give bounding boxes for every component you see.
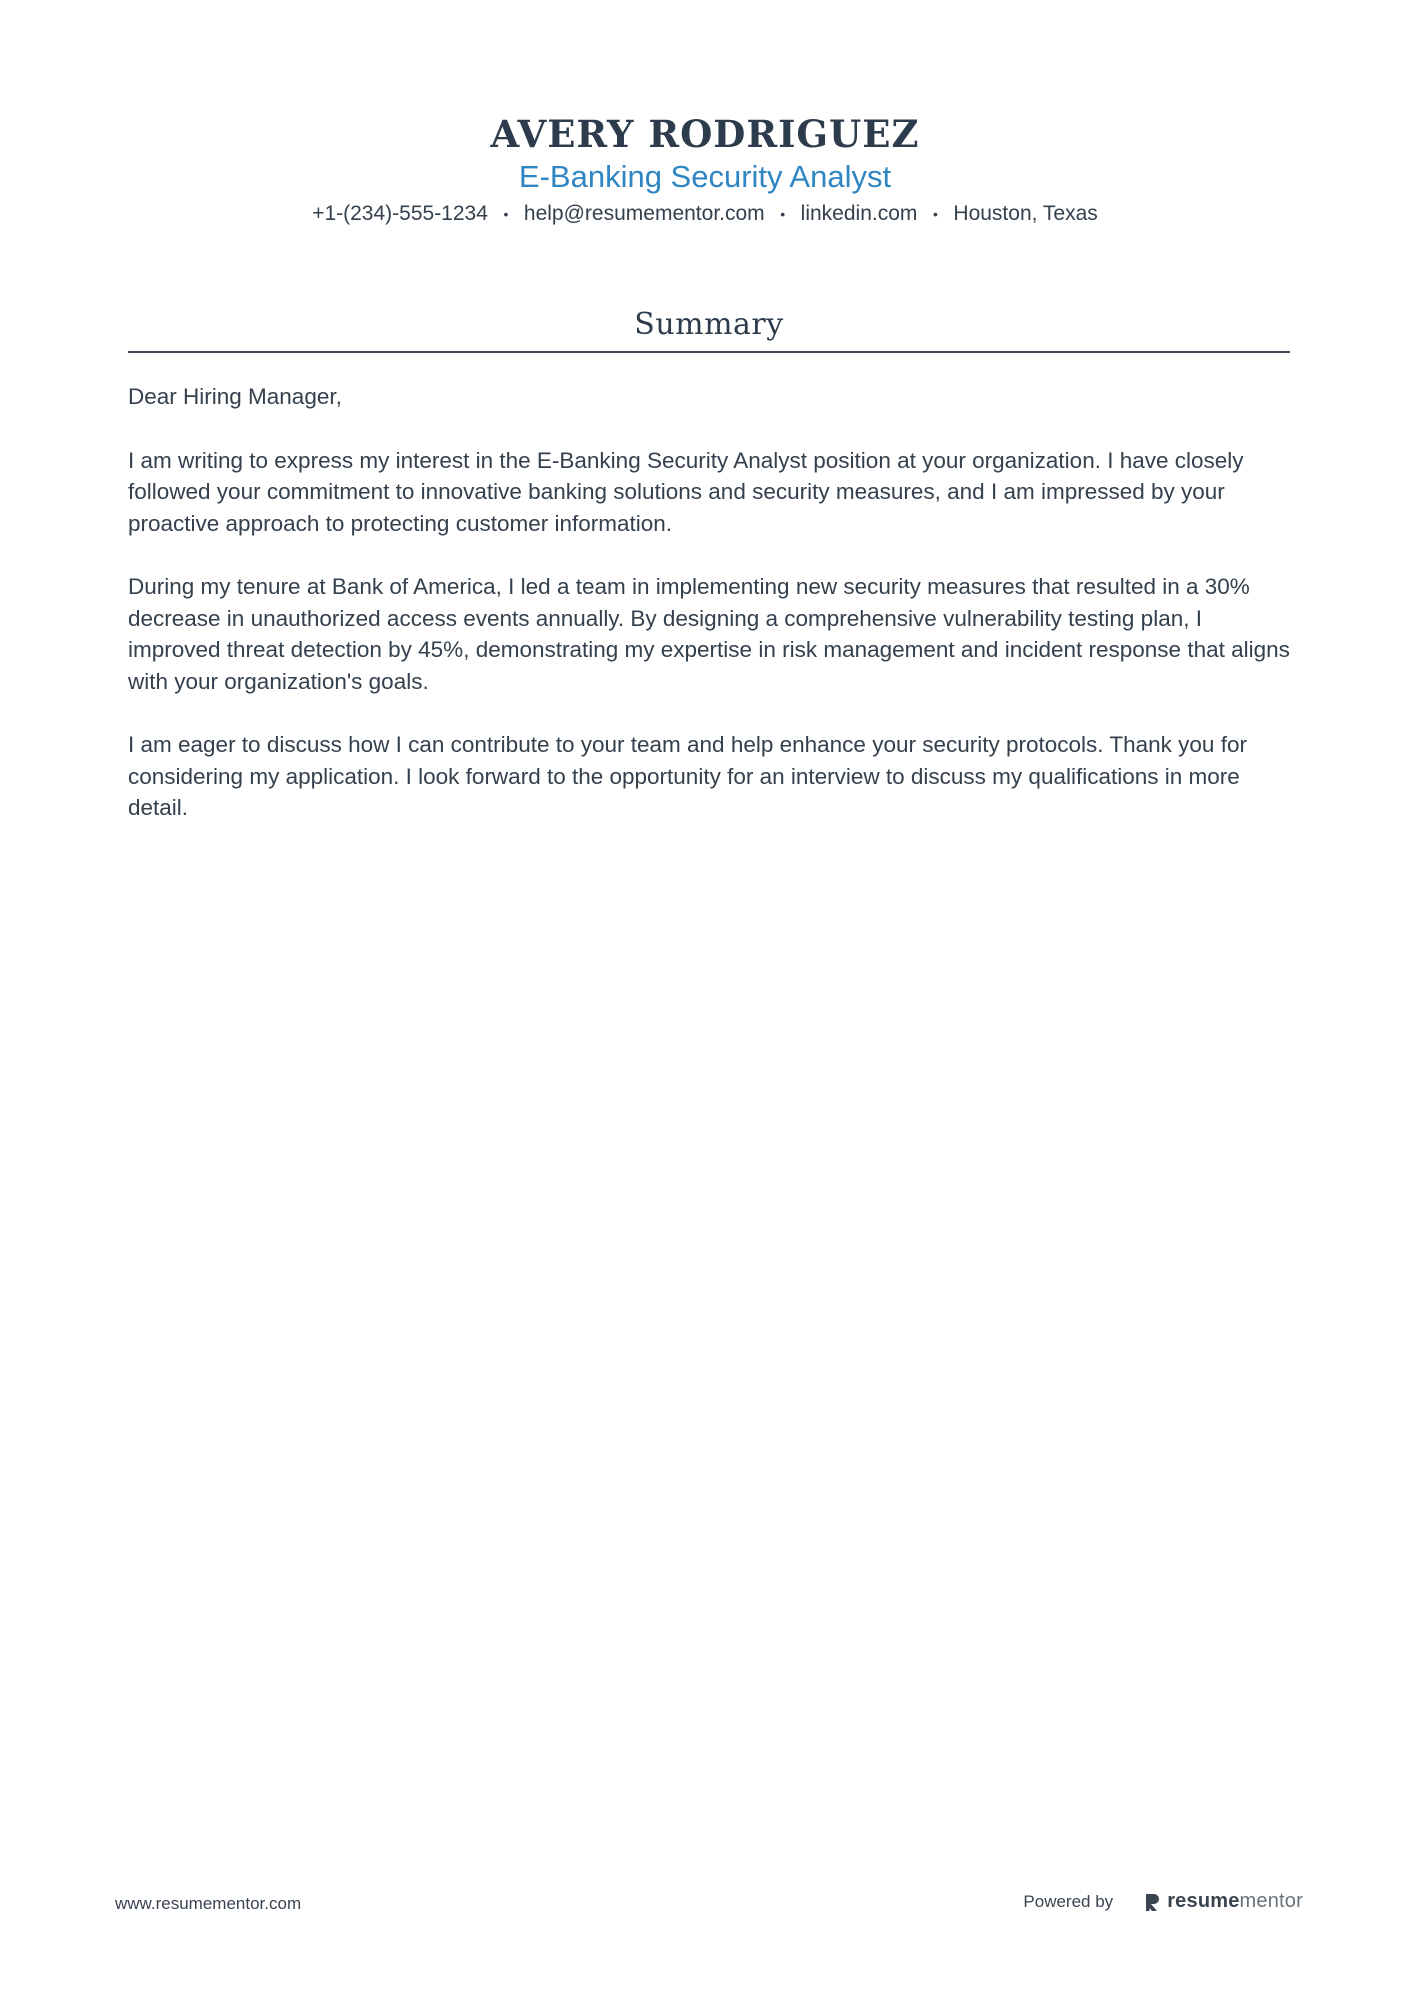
footer-branding xyxy=(1023,1890,1303,1913)
letter-paragraph: During my tenure at Bank of America, I led a team in implementing new security measures that resulted in a 30% decrease in unauthorized access events annually. By designing a comprehensive vulnerability testing plan, I improved threat detection by 45%, demonstrating my expertise in risk management and incident response that aligns with your organization's goals. xyxy=(128,574,1290,694)
resumementor-logo-icon xyxy=(1143,1892,1161,1912)
powered-by-label: Powered by xyxy=(1023,1891,1114,1911)
contact-line xyxy=(0,200,1410,228)
contact-email[interactable]: help@resumementor.com xyxy=(523,202,765,225)
contact-separator: • xyxy=(503,206,509,222)
section-title: Summary xyxy=(634,307,784,342)
contact-location: Houston, Texas xyxy=(953,202,1098,225)
applicant-name: AVERY RODRIGUEZ xyxy=(490,112,920,156)
contact-phone: +1-(234)-555-1234 xyxy=(312,202,488,225)
contact-separator: • xyxy=(932,206,938,222)
footer-website[interactable]: www.resumementor.com xyxy=(115,1894,302,1913)
contact-linkedin[interactable]: linkedin.com xyxy=(800,202,918,225)
summary-section xyxy=(128,305,1290,856)
letter-body xyxy=(128,381,1290,824)
contact-separator: • xyxy=(780,206,786,222)
letter-header xyxy=(0,112,1410,228)
letter-paragraph: I am writing to express my interest in the E-Banking Security Analyst position at your organization. I have closely followed your commitment to innovative banking solutions and security measures, and I am impressed by your proactive approach to protecting customer information. xyxy=(128,447,1244,536)
brand-name-strong: resume xyxy=(1167,1890,1240,1912)
letter-salutation: Dear Hiring Manager, xyxy=(128,384,342,409)
section-divider xyxy=(128,351,1290,353)
job-title: E-Banking Security Analyst xyxy=(518,159,892,194)
brand-name-light: mentor xyxy=(1239,1890,1303,1912)
letter-paragraph: I am eager to discuss how I can contribute to your team and help enhance your security protocols. Thank you for considering my application. I look forward to the opportunity for an interview to discuss my qualifications in more detail. xyxy=(128,732,1247,820)
brand-logo[interactable] xyxy=(1143,1890,1303,1913)
